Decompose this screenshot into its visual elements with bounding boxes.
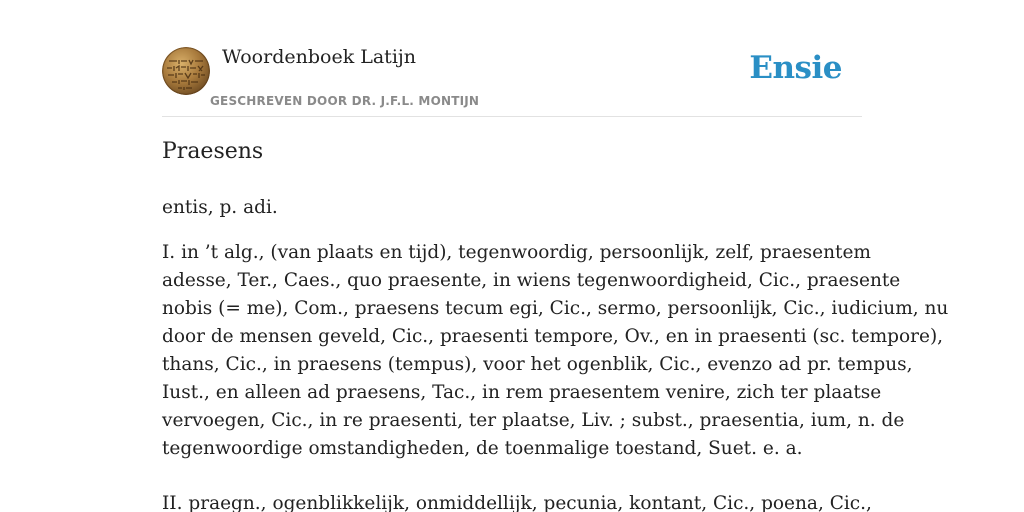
paragraph-line: thans, Cic., in praesens (tempus), voor het ogenblik, Cic., evenzo ad pr. tempus, (162, 354, 913, 375)
brand-logo[interactable]: Ensie (749, 50, 842, 86)
grammar-note: entis, p. adi. (162, 197, 278, 218)
definition-paragraph (162, 239, 948, 463)
paragraph-line: door de mensen geveld, Cic., praesenti tempore, Ov., en in praesenti (sc. tempore), (162, 326, 944, 347)
entry-title: Praesens (162, 139, 264, 164)
book-title[interactable]: Woordenboek Latijn (222, 46, 417, 68)
paragraph-line: II. praegn., ogenblikkelijk, onmiddellijk, pecunia, kontant, Cic., poena, Cic., (162, 493, 872, 512)
paragraph-line: Iust., en alleen ad praesens, Tac., in rem praesentem venire, zich ter plaatse (162, 382, 882, 403)
paragraph-line: nobis (= me), Com., praesens tecum egi, Cic., sermo, persoonlijk, Cic., iudicium, nu (162, 298, 949, 319)
paragraph-line: I. in ’t alg., (van plaats en tijd), tegenwoordig, persoonlijk, zelf, praesentem (162, 242, 871, 263)
paragraph-line: adesse, Ter., Caes., quo praesente, in wiens tegenwoordigheid, Cic., praesente (162, 270, 901, 291)
definition-paragraph (162, 490, 872, 512)
paragraph-line: vervoegen, Cic., in re praesenti, ter plaatse, Liv. ; subst., praesentia, ium, n. de (162, 410, 905, 431)
author-byline: GESCHREVEN DOOR DR. J.F.L. MONTIJN (210, 94, 480, 108)
latin-inscription-medallion-icon[interactable] (162, 47, 210, 95)
site-header (162, 44, 862, 117)
paragraph-line: tegenwoordige omstandigheden, de toenmalige toestand, Suet. e. a. (162, 438, 803, 459)
